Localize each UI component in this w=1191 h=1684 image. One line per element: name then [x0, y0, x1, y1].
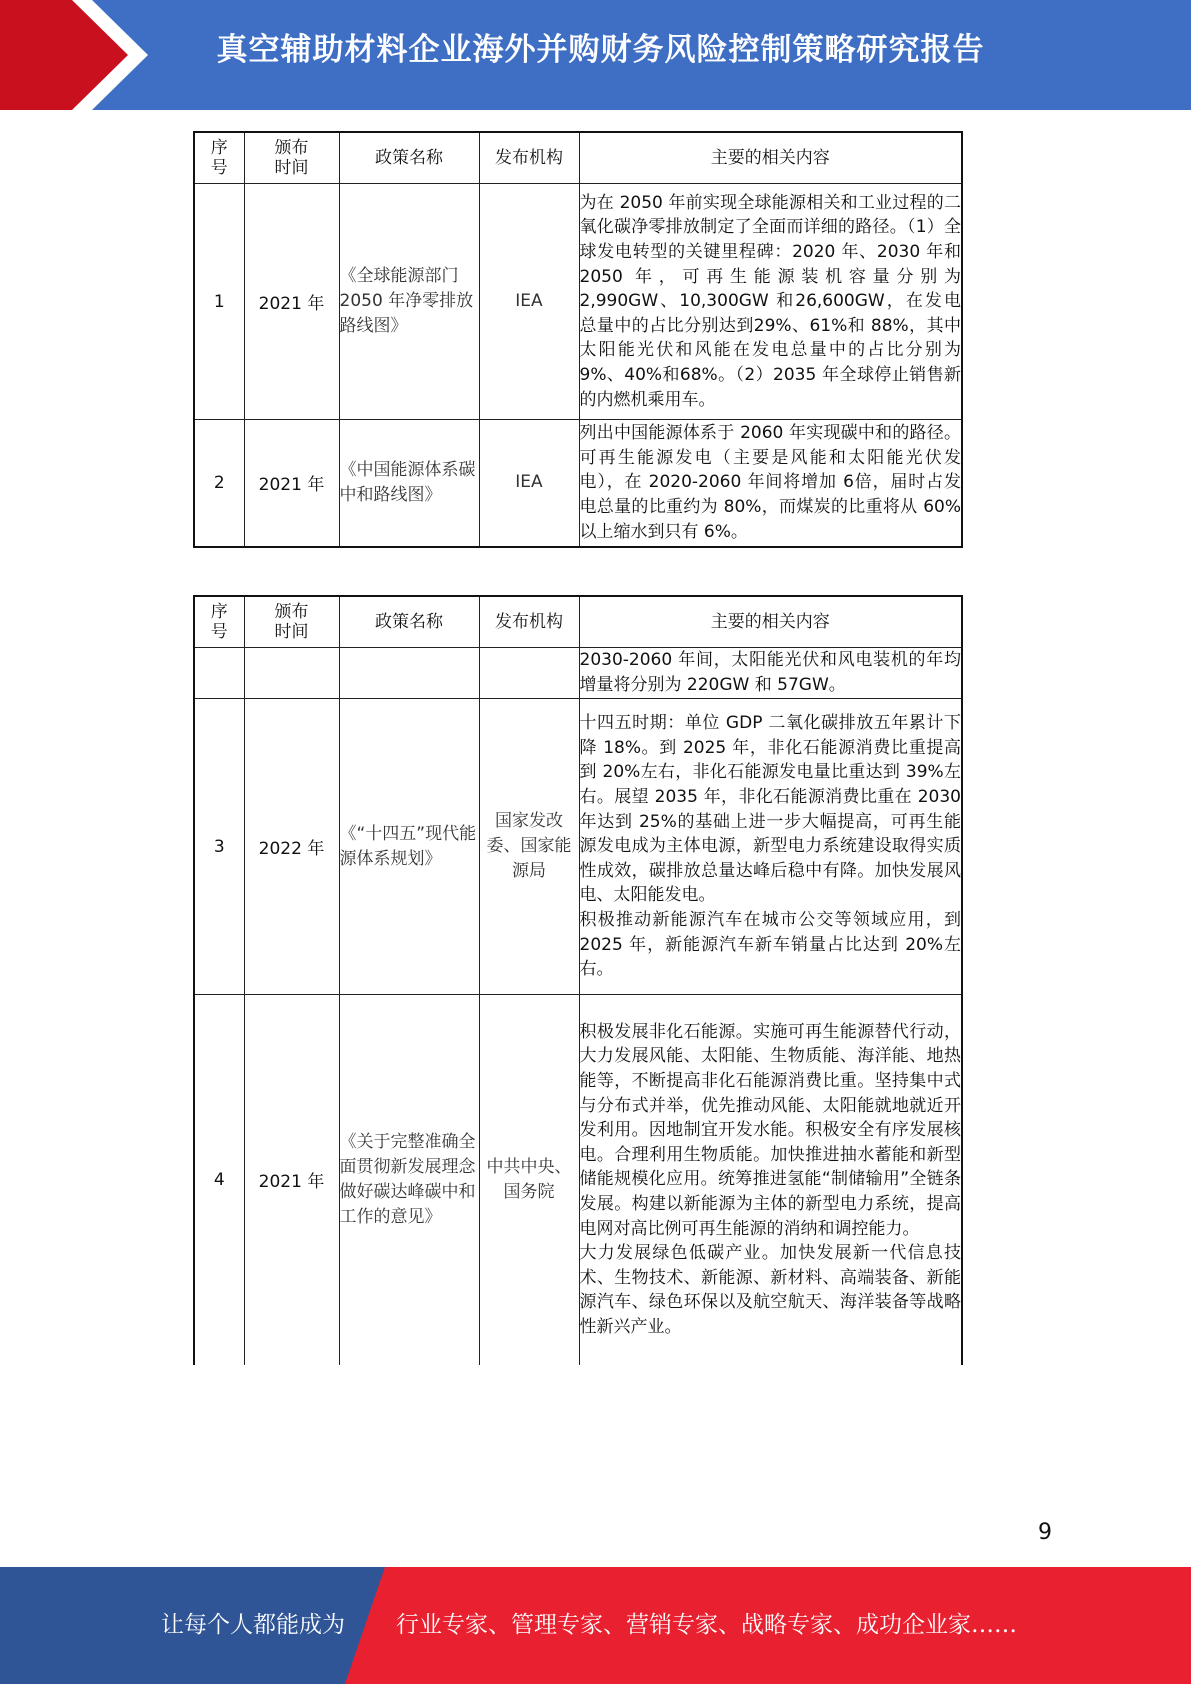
- table-header-row: [194, 596, 962, 648]
- row-date: [244, 648, 339, 699]
- policy-table-1: [193, 131, 963, 548]
- header-org: 发布机构: [479, 132, 579, 184]
- header-content: 主要的相关内容: [579, 132, 962, 184]
- row-no: 4: [194, 995, 244, 1365]
- row-content: [579, 699, 962, 995]
- header-no-text: 序 号: [210, 138, 228, 178]
- row-content: 2030-2060 年间，太阳能光伏和风电装机的年均增量将分别为 220GW 和 57GW。: [579, 648, 962, 699]
- header-no: [194, 596, 244, 648]
- table-header-row: [194, 132, 962, 184]
- row-no: 2: [194, 420, 244, 547]
- header-org: 发布机构: [479, 596, 579, 648]
- row-no: 1: [194, 184, 244, 420]
- row-org: IEA: [479, 184, 579, 420]
- header-name: 政策名称: [339, 132, 479, 184]
- row-no: 3: [194, 699, 244, 995]
- table-row: [194, 995, 962, 1365]
- header-content: 主要的相关内容: [579, 596, 962, 648]
- header-date-text: 颁布 时间: [274, 602, 309, 642]
- row-content: [579, 995, 962, 1365]
- footer-slogan-left: 让每个人都能成为: [161, 1612, 345, 1638]
- table-row: [194, 420, 962, 547]
- content-paragraph: 大力发展绿色低碳产业。加快发展新一代信息技术、生物技术、新能源、新材料、高端装备、新能源汽车、绿色环保以及航空航天、海洋装备等战略性新兴产业。: [579, 1243, 961, 1338]
- header-date: [244, 596, 339, 648]
- row-policy-name: 《中国能源体系碳中和路线图》: [339, 420, 479, 547]
- row-org: 国家发改委、国家能源局: [479, 699, 579, 995]
- row-no: [194, 648, 244, 699]
- content-paragraph: 积极推动新能源汽车在城市公交等领域应用，到 2025 年，新能源汽车新车销量占比达到 20%左右。: [579, 909, 961, 980]
- row-date: 2022 年: [244, 699, 339, 995]
- content-paragraph: 十四五时期：单位 GDP 二氧化碳排放五年累计下降 18%。到 2025 年，非化石能源消费比重提高到 20%左右，非化石能源发电量比重达到 39%左右。展望 2035 年，非化石能源消费比重在 2030 年达到 25%的基础上进一步大幅提高，可再生能源发电成为主体电源，新型电力系统建设取得实质性成效，碳排放总量达峰后稳中有降。加快发展风电、太阳能发电。: [579, 713, 961, 906]
- policy-table-2: [193, 595, 963, 1365]
- page-number: 9: [1038, 1520, 1052, 1545]
- row-date: 2021 年: [244, 995, 339, 1365]
- table-row: [194, 699, 962, 995]
- row-policy-name: 《全球能源部门 2050 年净零排放路线图》: [339, 184, 479, 420]
- row-policy-name: 《“十四五”现代能源体系规划》: [339, 699, 479, 995]
- header-no: [194, 132, 244, 184]
- header-no-text: 序 号: [210, 602, 228, 642]
- row-content: 列出中国能源体系于 2060 年实现碳中和的路径。可再生能源发电（主要是风能和太阳能光伏发电），在 2020-2060 年间将增加 6倍，届时占发电总量的比重约为 80%，而煤炭的比重将从 60%以上缩水到只有 6%。: [579, 420, 962, 547]
- row-org: IEA: [479, 420, 579, 547]
- row-content: 为在 2050 年前实现全球能源相关和工业过程的二氧化碳净零排放制定了全面而详细的路径。（1）全球发电转型的关键里程碑：2020 年、2030 年和 2050 年，可再生能源装机容量分别为 2,990GW、10,300GW 和26,600GW，在发电总量中的占比分别达到29%、61%和 88%，其中太阳能光伏和风能在发电总量中的占比分别为 9%、40%和68%。（2）2035 年全球停止销售新的内燃机乘用车。: [579, 184, 962, 420]
- row-date: 2021 年: [244, 420, 339, 547]
- header-name: 政策名称: [339, 596, 479, 648]
- header-date: [244, 132, 339, 184]
- row-org: [479, 648, 579, 699]
- table-row: [194, 184, 962, 420]
- content-paragraph: 积极发展非化石能源。实施可再生能源替代行动，大力发展风能、太阳能、生物质能、海洋能、地热能等，不断提高非化石能源消费比重。坚持集中式与分布式并举，优先推动风能、太阳能就地就近开发利用。因地制宜开发水能。积极安全有序发展核电。合理利用生物质能。加快推进抽水蓄能和新型储能规模化应用。统筹推进氢能“制储输用”全链条发展。构建以新能源为主体的新型电力系统，提高电网对高比例可再生能源的消纳和调控能力。: [579, 1021, 961, 1239]
- document-title: 真空辅助材料企业海外并购财务风险控制策略研究报告: [216, 32, 985, 68]
- header-date-text: 颁布 时间: [274, 138, 309, 178]
- row-policy-name: [339, 648, 479, 699]
- table-row-continuation: [194, 648, 962, 699]
- row-org: 中共中央、国务院: [479, 995, 579, 1365]
- page-footer: [0, 1567, 1191, 1684]
- row-date: 2021 年: [244, 184, 339, 420]
- row-policy-name: 《关于完整准确全面贯彻新发展理念做好碳达峰碳中和工作的意见》: [339, 995, 479, 1365]
- footer-slogan-right: 行业专家、管理专家、营销专家、战略专家、成功企业家……: [396, 1612, 1017, 1638]
- page-header: [0, 0, 1191, 110]
